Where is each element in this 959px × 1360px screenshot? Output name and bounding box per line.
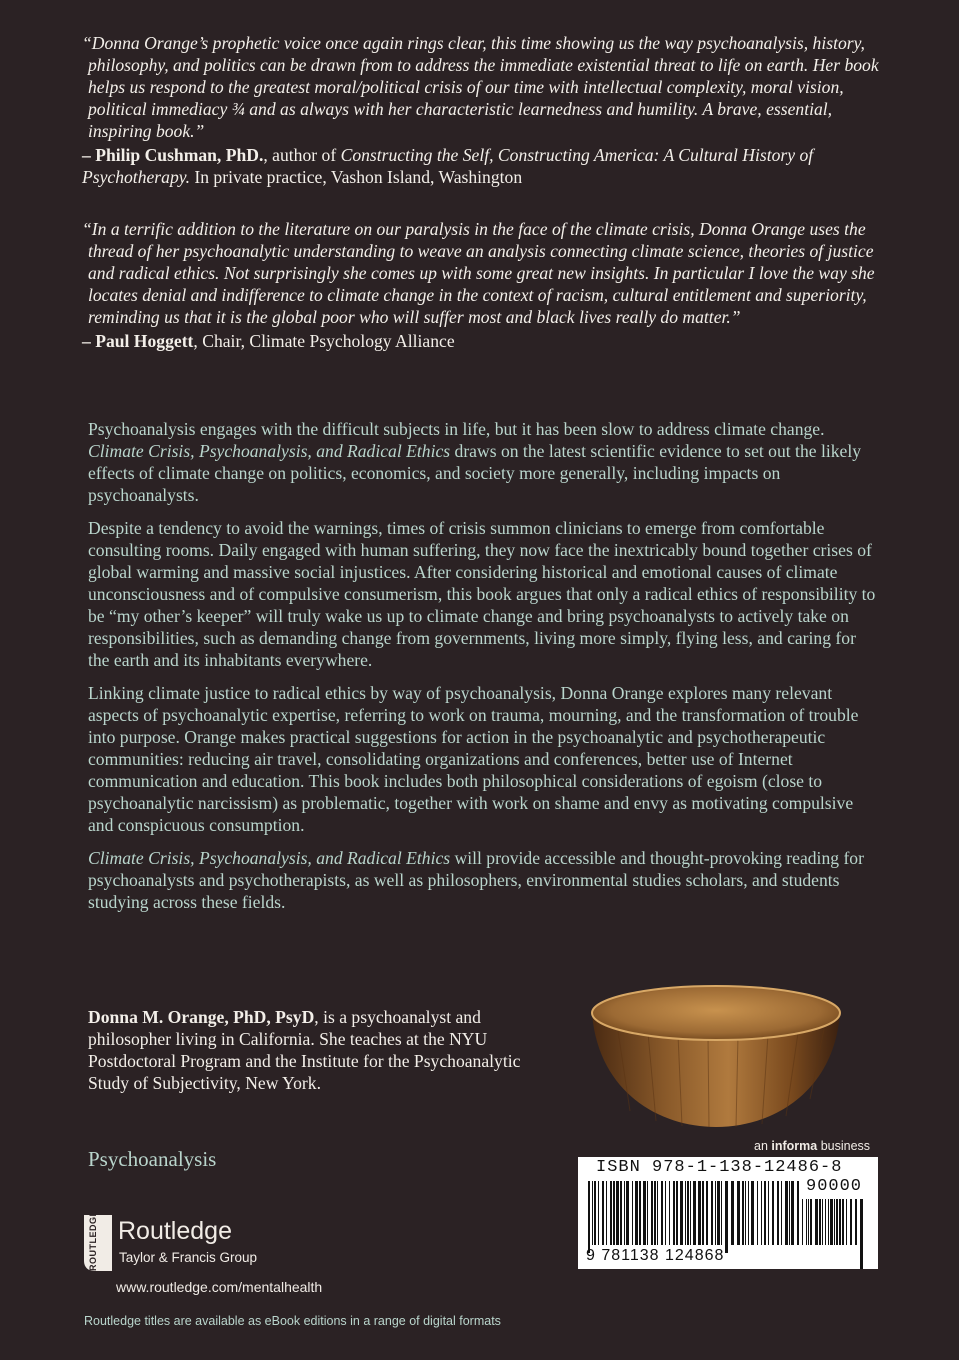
description-paragraph-1: Psychoanalysis engages with the difficult subjects in life, but it has been slow to address climate change. Climate Crisis, Psychoanalysis, and Radical Ethics draws on the latest scientific evidence to set out the likely effects of climate change on politics, economics, and society more generally, including impacts on psychoanalysts. [88, 419, 862, 505]
barcode-bar [768, 1181, 769, 1245]
barcode-bar [806, 1199, 807, 1245]
barcode-bar [742, 1181, 744, 1245]
barcode-bar [781, 1181, 782, 1245]
barcode-bar [643, 1181, 646, 1245]
quote-text: “Donna Orange’s prophetic voice once again rings clear, this time showing us the way psychoanalysis, history, philosophy, and politics can be drawn from to address the immediate existential threat to life on earth. Her book helps us respond to the greatest moral/political crisis of our time with intellectual complexity, moral vision, political immediacy ¾ and as always with her characteristic learnedness and humility. A brave, essential, inspiring book.” [82, 33, 879, 141]
publisher-name: Routledge [118, 1217, 232, 1245]
barcode-bar [687, 1181, 689, 1245]
barcode-bar [676, 1181, 678, 1245]
quote-attribution [82, 144, 882, 188]
barcode-bar [737, 1181, 740, 1245]
endorser-role: , Chair, Climate Psychology Alliance [193, 331, 455, 351]
barcode-bar [594, 1181, 596, 1245]
barcode-bar [757, 1181, 758, 1245]
barcode-bar [613, 1181, 615, 1245]
barcode-bar [624, 1181, 625, 1245]
barcode-bar [839, 1199, 841, 1245]
barcode-bar [785, 1181, 788, 1245]
barcode-bar [842, 1199, 844, 1245]
barcode-bar [791, 1181, 794, 1245]
endorser-name: – Philip Cushman, PhD. [82, 145, 264, 165]
barcode-bar [834, 1199, 835, 1245]
barcode-bar [680, 1181, 683, 1245]
barcode-bar [808, 1199, 809, 1245]
wooden-bowl-image [578, 981, 854, 1131]
barcode-bar [639, 1181, 641, 1245]
barcode-bar [661, 1181, 663, 1245]
book-title: Climate Crisis, Psychoanalysis, and Radical Ethics [88, 441, 451, 461]
author-bio-text: , is a psychoanalyst and philosopher living in California. She teaches at the NYU Postdoctoral Program and the Institute for the Psychoanalytic Study of Subjectivity, New York. [88, 1007, 521, 1093]
quote-text: “In a terrific addition to the literature on our paralysis in the face of the climate crisis, Donna Orange uses the thread of her psychoanalytic understanding to weave an analysis connecting climate science, theories of justice and radical ethics. Not surprisingly she comes up with some great new insights. In particular I love the way she locates denial and indifference to climate change in the context of racism, cultural entitlement and superiority, reminding us that it is the global poor who will suffer most and black lives really do matter.” [82, 219, 875, 327]
barcode-bar [850, 1199, 852, 1245]
barcode-bar [836, 1199, 838, 1245]
barcode-bar [635, 1181, 638, 1245]
routledge-vertical-text: ROUTLEDGE [88, 1209, 98, 1271]
barcode-bar [598, 1181, 599, 1245]
barcode-bar [702, 1181, 704, 1245]
endorser-name: – Paul Hoggett [82, 331, 194, 351]
barcode-bar [822, 1199, 823, 1245]
barcode-bar [725, 1181, 728, 1253]
barcode-bar [690, 1181, 691, 1245]
barcode-bar [698, 1181, 701, 1245]
barcode-bar [828, 1199, 829, 1245]
barcode-bar [657, 1181, 658, 1245]
barcode-bar [588, 1181, 590, 1253]
barcode-bar [810, 1199, 812, 1245]
barcode-bar [777, 1181, 779, 1245]
description-paragraph-4: Climate Crisis, Psychoanalysis, and Radical Ethics will provide accessible and thought-provoking reading for psychoanalysts and psychotherapists, as well as philosophers, environmental studies scholars, and students studying across these fields. [88, 848, 864, 912]
barcode-bar [693, 1181, 696, 1245]
barcode-bar [748, 1181, 749, 1245]
endorsement-quote-2 [82, 218, 882, 352]
endorser-role-post: In private practice, Vashon Island, Washington [189, 167, 523, 187]
barcode-bar [764, 1181, 766, 1245]
book-title: Climate Crisis, Psychoanalysis, and Radical Ethics [88, 848, 451, 868]
barcode-bar [606, 1181, 607, 1245]
barcode-bar [825, 1199, 826, 1245]
barcode-bar [711, 1181, 713, 1245]
barcode-bar [855, 1199, 857, 1245]
barcode-bar [626, 1181, 629, 1245]
informa-business-label: an informa business [754, 1139, 871, 1153]
barcode-bar [592, 1181, 593, 1245]
barcode-bar [616, 1181, 619, 1245]
barcode-bar [665, 1181, 666, 1245]
barcode-bar [721, 1181, 722, 1245]
barcode-bar [772, 1181, 774, 1245]
barcode-bar [610, 1181, 612, 1245]
barcode-bar [715, 1181, 716, 1245]
author-bio [88, 1006, 558, 1094]
barcode-bar [819, 1199, 821, 1245]
publisher-group: Taylor & Francis Group [119, 1250, 258, 1265]
quote-attribution [82, 330, 882, 352]
barcode-bar [731, 1181, 734, 1245]
endorser-work: Constructing the Self, Constructing America: A Cultural History of Psychotherapy. [82, 145, 814, 187]
barcode-bar [620, 1181, 622, 1245]
barcode-bar [802, 1199, 803, 1245]
barcode-bar [761, 1181, 762, 1245]
barcode-bar [654, 1181, 656, 1245]
barcode-bar [685, 1181, 686, 1245]
description-paragraph-2: Despite a tendency to avoid the warnings, times of crisis summon clinicians to emerge from comfortable consulting rooms. Daily engaged with human suffering, they now face the inextricably bound together crises of global warming and massive social injustices. After considering historical and emotional causes of climate unconsciousness and of compulsive consumerism, this book argues that only a radical ethics of responsibility to be “my other’s keeper” will truly wake us up to climate change and bring psychoanalysts to actively take on responsibilities, such as demanding change from governments, living more simply, flying less, and caring for the earth and its inhabitants everywhere. [88, 518, 876, 670]
routledge-logo [84, 1209, 344, 1275]
barcode-bar [745, 1181, 746, 1245]
ebook-footer-note: Routledge titles are available as eBook editions in a range of digital formats [84, 1314, 501, 1328]
isbn-label: ISBN 978-1-138-12486-8 [596, 1158, 843, 1177]
barcode-bar [602, 1181, 604, 1245]
barcode-digits: 9 781138 124868 [586, 1247, 725, 1264]
isbn-barcode [578, 1157, 878, 1269]
barcode-bar [751, 1181, 754, 1245]
barcode-bar [797, 1181, 799, 1245]
barcode-bar [815, 1199, 818, 1245]
book-description [88, 418, 878, 924]
barcode-bar [647, 1181, 648, 1245]
description-paragraph-3: Linking climate justice to radical ethics by way of psychoanalysis, Donna Orange explores many relevant aspects of psychoanalytic expertise, referring to work on trauma, mourning, and the transformation of trouble into purpose. Orange makes practical suggestions for action in the psychoanalytic and psychotherapeutic communities: reducing air travel, consolidating organizations and conferences, better use of Internet communication and education. This book includes both philosophical considerations of egoism (close to psychoanalytic narcissism) as problematic, together with work on shame and envy as motivating compulsive and conspicuous consumption. [88, 683, 859, 835]
barcode-bar [673, 1181, 675, 1245]
endorsement-quote-1 [82, 32, 882, 188]
subject-category: Psychoanalysis [88, 1147, 217, 1171]
barcode-bar [717, 1181, 720, 1245]
barcode-bar [830, 1199, 833, 1245]
barcode-bar [860, 1199, 863, 1269]
endorser-role: , author of [263, 145, 341, 165]
author-name: Donna M. Orange, PhD, PsyD [88, 1007, 315, 1027]
barcode-bar [669, 1181, 670, 1245]
barcode-bar [789, 1181, 790, 1245]
barcode-bar [846, 1199, 847, 1245]
publisher-website-link[interactable]: www.routledge.com/mentalhealth [116, 1279, 323, 1295]
barcode-bar [651, 1181, 653, 1245]
barcode-bar [632, 1181, 633, 1245]
price-code: 90000 [806, 1177, 863, 1196]
barcode-bar [706, 1181, 708, 1245]
